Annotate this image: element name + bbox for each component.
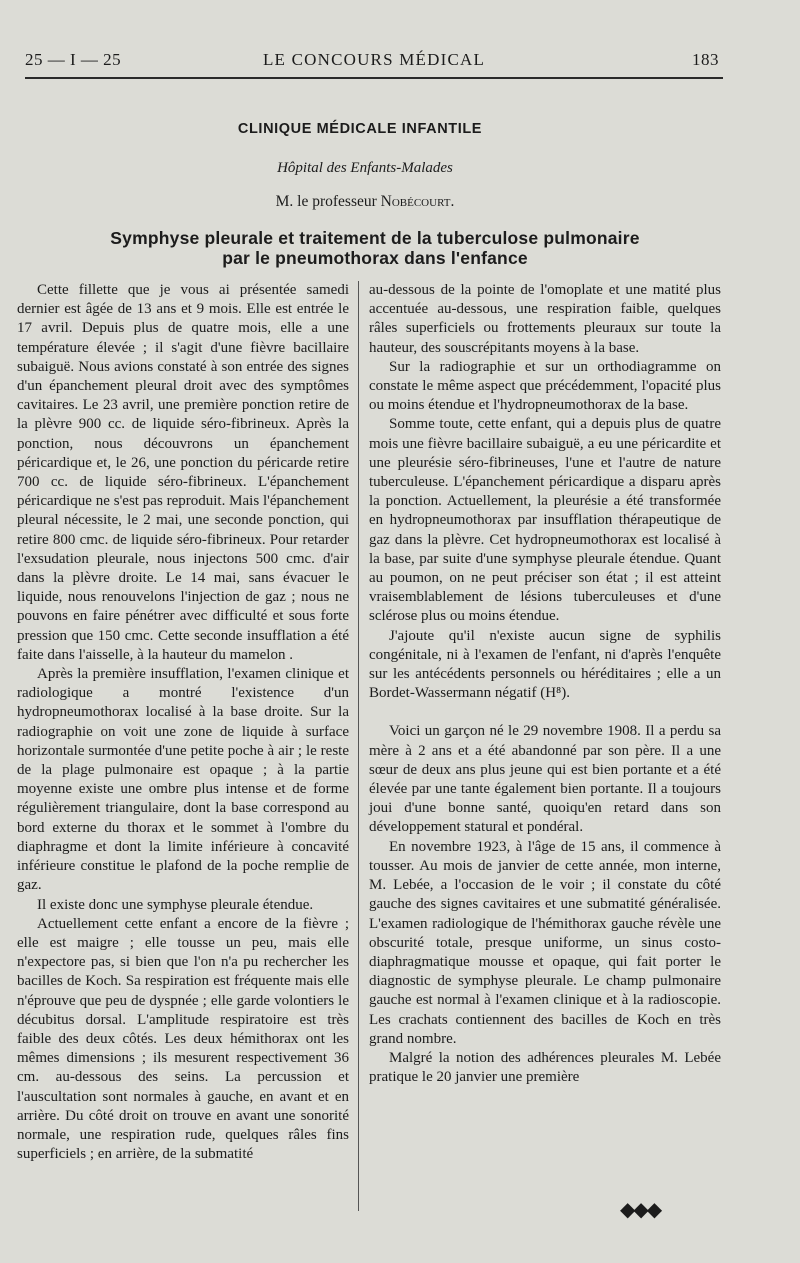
paragraph: Actuellement cette enfant a encore de la fièvre ; elle est maigre ; elle tousse un peu, mais elle n'expectore pas, si bien que l'on n'a pu rechercher les bacilles de Koch. Sa respiration est fréquente mais elle n'éprouve que peu de dyspnée ; elle garde volontiers le décubitus dorsal. L'amplitude respiratoire est très faible des deux côtés. Les deux hémithorax ont les mêmes dimensions ; ils mesurent respectivement 36 cm. au-dessous des seins. La percussion et l'auscultation sont normales à gauche, en avant et en arrière. Du côté droit on trouve en avant une sonorité normale, une respiration rude, quelques râles fins superficiels ; en arrière, de la submatité [17,915,349,1163]
paragraph: Après la première insufflation, l'examen clinique et radiologique a montré l'existence d'un hydropneumothorax localisé à la base droite. Sur la radiographie on voit une zone de liquide à surface horizontale surmontée d'une petite poche à air ; le reste de la plage pulmonaire est opaque ; à la partie moyenne existe une ombre plus intense et de forme régulièrement triangulaire, dont la base correspond au bord externe du thorax et le sommet à l'ombre du diaphragme et dont la limite inférieure à concavité inférieure constitue le plafond de la poche remplie de gaz. [17,666,349,894]
page-number: 183 [692,50,719,69]
page-header [25,50,723,74]
paragraph: Il existe donc une symphyse pleurale étendue. [37,896,314,913]
paragraph: au-dessous de la pointe de l'omoplate et une matité plus accentuée au-dessous, une respiration faible, quelques râles superficiels ou frottements pleuraux sur toute la hauteur, des souscrépitants moyens à la base. [369,282,721,356]
section-title: CLINIQUE MÉDICALE INFANTILE [237,121,483,137]
article-title [30,228,720,268]
left-column [17,281,349,1164]
article-title-line: par le pneumothorax dans l'enfance [222,248,528,268]
paragraph: En novembre 1923, à l'âge de 15 ans, il commence à tousser. Au mois de janvier de cette année, mon interne, M. Lebée, a l'occasion de le voir ; il constate du côté gauche des signes cavitaires et une submatité généralisée. L'examen radiologique de l'hémithorax gauche révèle une obscurité totale, presque uniforme, un sinus costo-diaphragmatique mousse et opaque, qui fait porter le diagnostic de symphyse pleurale. Le champ pulmonaire gauche est normal à l'examen clinique et à la radioscopie. Les crachats contiennent des bacilles de Koch en très grand nombre. [369,838,721,1047]
paragraph: J'ajoute qu'il n'existe aucun signe de syphilis congénitale, ni à l'examen de l'enfant, ni d'après l'enquête sur les antécédents personnels ou héréditaires ; elle a un Bordet-Wassermann négatif (H⁸). [369,627,721,702]
right-column [369,281,721,1087]
professor-line [0,193,730,211]
professor-name: Nobécourt. [380,193,455,210]
paragraph: Somme toute, cette enfant, qui a depuis plus de quatre mois une fièvre bacillaire subaiguë, a eu une péricardite et une pleurésie séro-fibrineuses, l'une et l'autre de nature tuberculeuse. L'épanchement péricardique a disparu après la ponction. Actuellement, la pleurésie a été transformée en hydropneumothorax par insufflation thérapeutique de gaz dans la plèvre. Cet hydropneumothorax est localisé à la base, par suite d'une symphyse pleurale étendue. Quant au poumon, on ne peut préciser son état ; il est atteint vraisemblablement de lésions tuberculeuses et d'une sclérose plus ou moins étendue. [369,416,721,625]
paragraph: Voici un garçon né le 29 novembre 1908. Il a perdu sa mère à 2 ans et a été abandonné par son père. Il a une sœur de deux ans plus jeune qui est bien portante et a été élevée par une tante également bien portante. Il a toujours joui d'une bonne santé, quoiqu'en retard dans son développement statural et pondéral. [369,723,721,836]
journal-title: LE CONCOURS MÉDICAL [262,50,486,69]
paragraph: Sur la radiographie et sur un orthodiagramme on constate le même aspect que précédemment, l'opacité plus ou moins étendue et l'hydropneumothorax de la base. [369,358,721,414]
end-ornament: ◆◆◆ [620,1199,661,1221]
paragraph: Malgré la notion des adhérences pleurales M. Lebée pratique le 20 janvier une première [369,1049,721,1086]
professor-prefix: M. le professeur [275,193,377,210]
paragraph: Cette fillette que je vous ai présentée samedi dernier est âgée de 13 ans et 9 mois. Elle est entrée le 17 avril. Depuis plus de quatre mois, elle a une température élevée ; il s'agit d'une fièvre bacillaire subaiguë. Nous avions constaté à son entrée des signes d'un épanchement pleural droit avec des symptômes cavitaires. Le 23 avril, une première ponction retire de la plèvre 900 cc. de liquide séro-fibrineux. Après la ponction, nous découvrons un épanchement péricardique et, le 26, une ponction du péricarde retire 700 cc. de liquide séro-fibrineux. L'épanchement péricardique ne s'est pas reproduit. Mais l'épanchement pleural nécessite, le 2 mai, une seconde ponction, qui retire 800 cmc. de liquide séro-fibrineux. Pour retarder l'exsudation pleurale, nous injectons 500 cmc. d'air dans la plèvre droite. Le 14 mai, sans évacuer le liquide, nous renouvelons l'injection de gaz ; nous ne pouvons en faire pénétrer avec difficulté et sous forte pression que 150 cmc. Cette seconde insufflation a été faite dans l'aisselle, à la hauteur du mamelon . [17,282,349,663]
hospital-name: Hôpital des Enfants-Malades [277,160,453,176]
header-rule [25,77,723,79]
issue-date: 25 — I — 25 [25,50,122,69]
article-title-line: Symphyse pleurale et traitement de la tuberculose pulmonaire [110,228,640,248]
column-divider [358,281,359,1211]
